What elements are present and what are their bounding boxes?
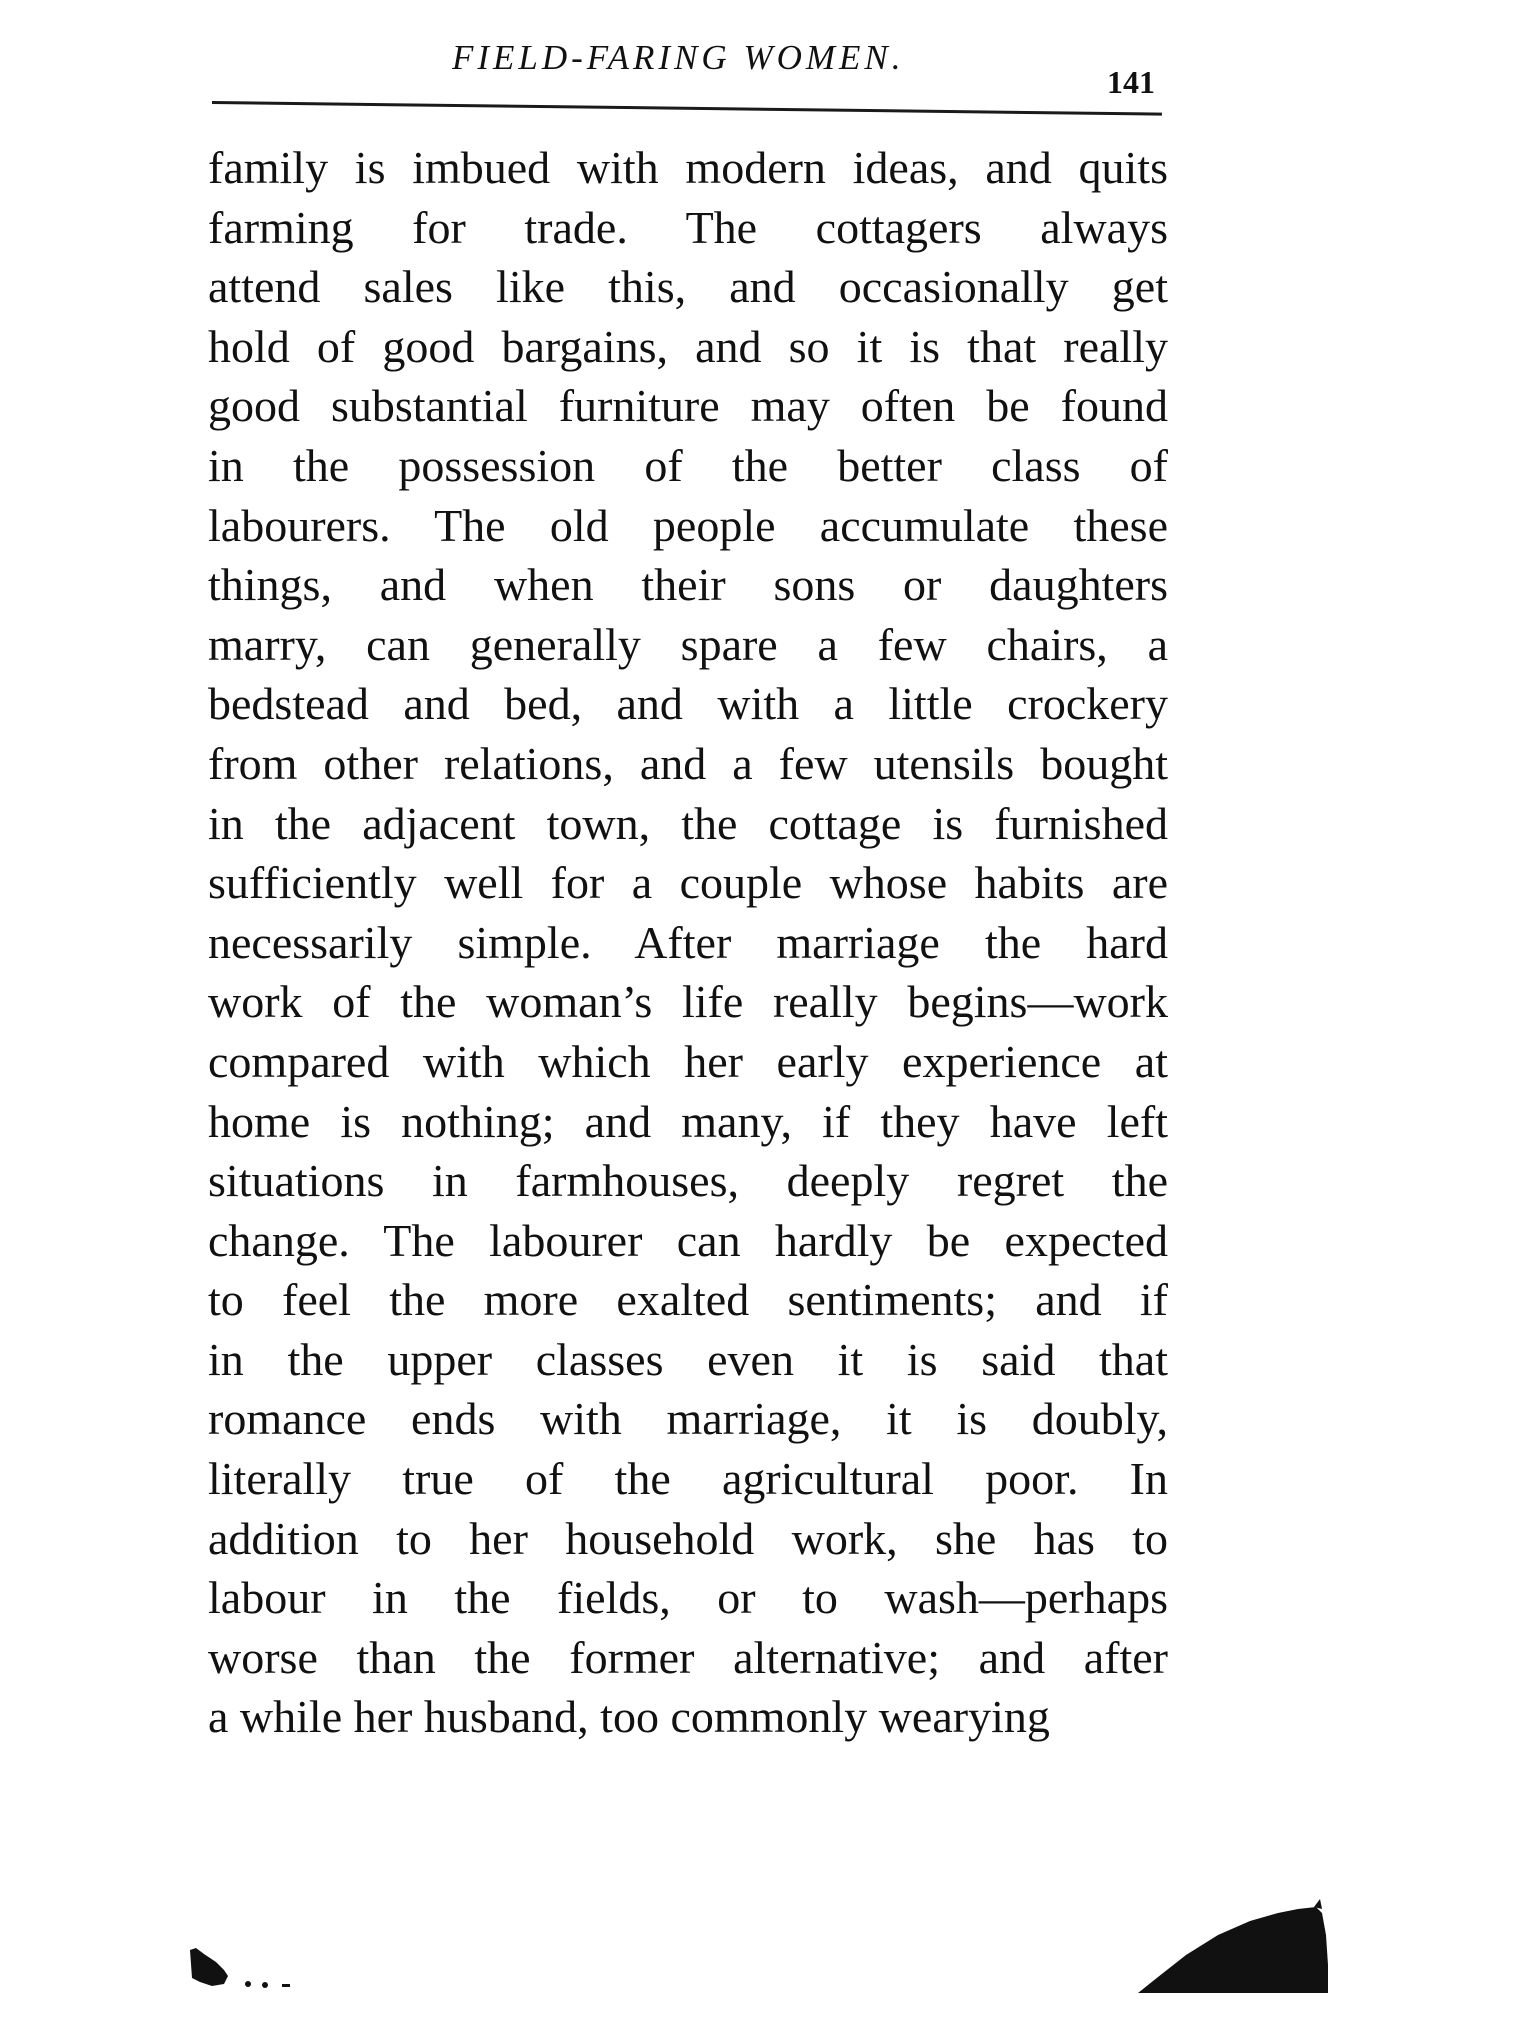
text-line: attend sales like this, and occasionally get — [208, 261, 1168, 313]
text-line: farming for trade. The cottagers always — [208, 201, 1168, 253]
text-line: marry, can generally spare a few chairs, a — [208, 618, 1168, 670]
text-line: labour in the fields, or to wash—perhaps — [208, 1572, 1168, 1624]
text-line: addition to her household work, she has to — [208, 1512, 1168, 1564]
text-line: a while her husband, too commonly wearying — [208, 1691, 1050, 1743]
text-line: in the possession of the better class of — [208, 439, 1168, 491]
text-line: situations in farmhouses, deeply regret the — [208, 1155, 1168, 1207]
text-line: labourers. The old people accumulate these — [208, 499, 1168, 551]
text-line: sufficiently well for a couple whose habits are — [208, 857, 1168, 909]
text-line: romance ends with marriage, it is doubly, — [208, 1393, 1168, 1445]
page-number: 141 — [1107, 64, 1155, 100]
ink-smudge-right — [1138, 1895, 1338, 1995]
text-line: bedstead and bed, and with a little crockery — [208, 678, 1168, 730]
text-line: to feel the more exalted sentiments; and if — [208, 1274, 1168, 1326]
text-line: necessarily simple. After marriage the hard — [208, 916, 1168, 968]
text-line: in the adjacent town, the cottage is furnished — [208, 797, 1168, 849]
text-line: change. The labourer can hardly be expected — [208, 1214, 1168, 1266]
text-line: family is imbued with modern ideas, and quits — [208, 142, 1168, 193]
text-line: compared with which her early experience at — [208, 1035, 1168, 1087]
ink-smudge-left — [190, 1942, 300, 1992]
text-line: good substantial furniture may often be found — [208, 380, 1168, 432]
text-line: work of the woman’s life really begins—work — [208, 976, 1168, 1028]
text-line: hold of good bargains, and so it is that really — [208, 320, 1168, 372]
text-line: home is nothing; and many, if they have left — [208, 1095, 1168, 1147]
text-line: literally true of the agricultural poor. In — [208, 1453, 1168, 1505]
running-title: FIELD-FARING WOMEN. — [452, 38, 905, 77]
text-line: from other relations, and a few utensils bought — [208, 737, 1168, 789]
text-line: in the upper classes even it is said that — [208, 1333, 1168, 1385]
running-head — [210, 38, 1160, 108]
text-line: things, and when their sons or daughters — [208, 559, 1168, 611]
text-line: worse than the former alternative; and after — [208, 1631, 1168, 1683]
body-paragraph — [208, 138, 1168, 1747]
